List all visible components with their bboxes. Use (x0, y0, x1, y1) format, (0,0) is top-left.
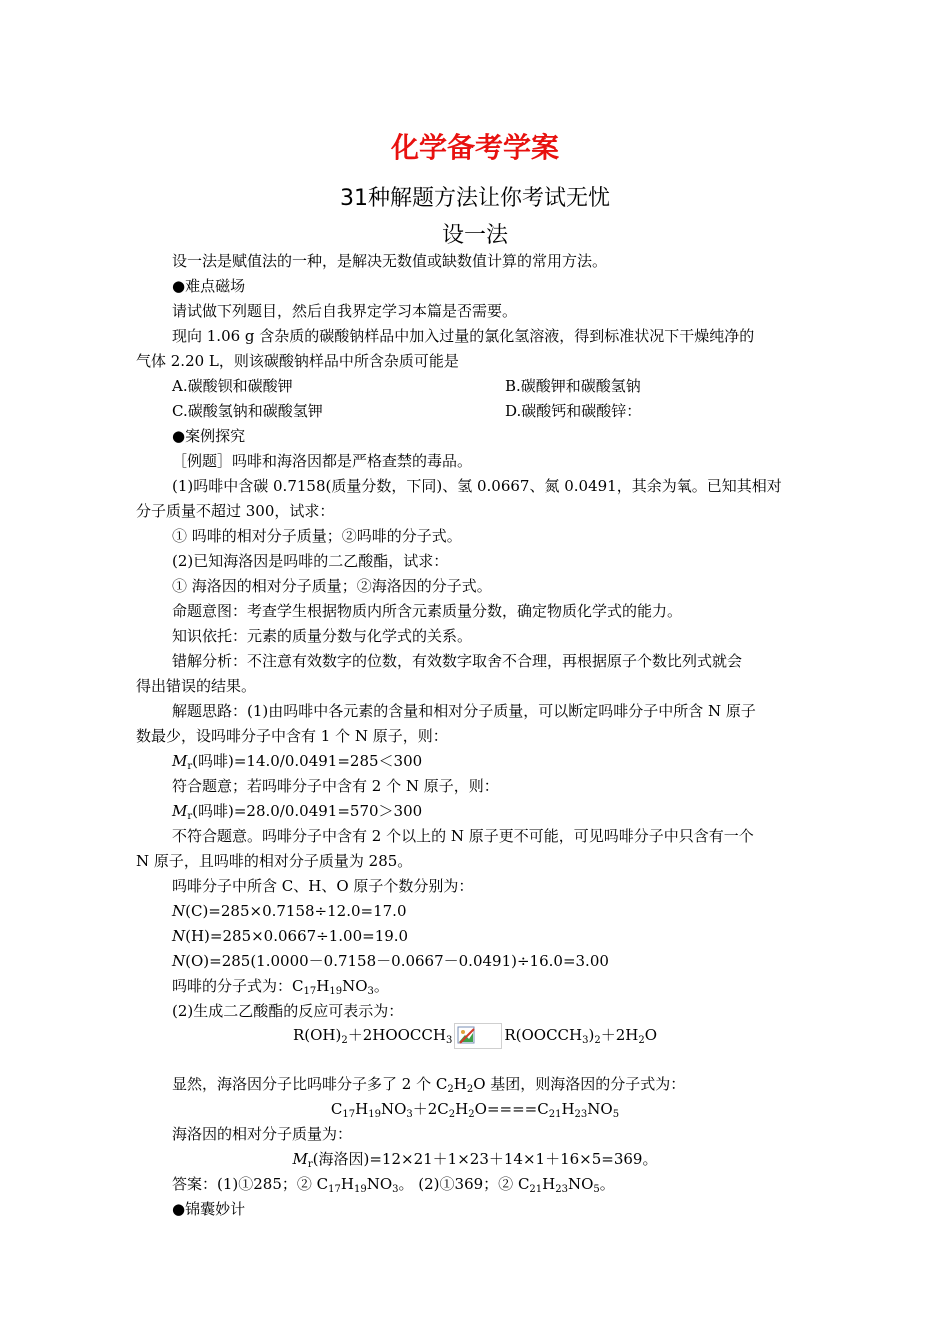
paragraph-line: 分子质量不超过 300，试求： (136, 502, 335, 520)
section-title: 设一法 (441, 223, 508, 248)
paragraph-line: 数最少，设吗啡分子中含有 1 个 N 原子，则： (136, 727, 448, 745)
question-line-2: 气体 2.20 L，则该碳酸钠样品中所含杂质可能是 (136, 352, 459, 370)
document-subtitle: 31种解题方法让你考试无忧 (340, 186, 610, 211)
formula-mr-1: $M_r$(吗啡)=14.0/0.0491=285＜300 (172, 752, 423, 772)
paragraph-line: ① 吗啡的相对分子质量；②吗啡的分子式。 (172, 527, 462, 545)
paragraph-line: (2)生成二乙酸酯的反应可表示为： (172, 1002, 404, 1020)
paragraph-line: (1)吗啡中含碳 0.7158(质量分数，下同)、氢 0.0667、氮 0.0491，其余为氧。已知其相对 (172, 477, 782, 495)
heading-tips: ●锦囊妙计 (172, 1200, 246, 1218)
formula-mr-2: $M_r$(吗啡)=28.0/0.0491=570＞300 (172, 802, 423, 822)
option-d: D.碳酸钙和碳酸锌： (505, 402, 642, 420)
example-intro: ［例题］吗啡和海洛因都是严格查禁的毒品。 (172, 452, 473, 470)
paragraph-line: 吗啡分子中所含 C、H、O 原子个数分别为： (172, 877, 474, 895)
paragraph-line: (2)已知海洛因是吗啡的二乙酸酯，试求： (172, 552, 449, 570)
heading-difficulty: ●难点磁场 (172, 277, 246, 295)
formula-nh: N(H)=285×0.0667÷1.00=19.0 (172, 927, 409, 945)
formula-mr-heroin: $M_r$(海洛因)=12×21＋1×23＋14×1＋16×5=369。 (292, 1150, 658, 1170)
paragraph-line: 知识依托：元素的质量分数与化学式的关系。 (172, 627, 473, 645)
paragraph-line: ① 海洛因的相对分子质量；②海洛因的分子式。 (172, 577, 492, 595)
paragraph-line: 解题思路：(1)由吗啡中各元素的含量和相对分子质量，可以断定吗啡分子中所含 N 原子 (172, 702, 756, 720)
option-a: A.碳酸钡和碳酸钾 (172, 377, 293, 395)
broken-image-icon (454, 1023, 502, 1049)
paragraph-line: 命题意图：考查学生根据物质内所含元素质量分数，确定物质化学式的能力。 (172, 602, 683, 620)
paragraph-line: 海洛因的相对分子质量为： (172, 1125, 353, 1143)
option-c: C.碳酸氢钠和碳酸氢钾 (172, 402, 323, 420)
option-b: B.碳酸钾和碳酸氢钠 (505, 377, 641, 395)
document-title: 化学备考学案 (390, 131, 559, 164)
formula-nc: N(C)=285×0.7158÷12.0=17.0 (172, 902, 407, 920)
question-line-1: 现向 1.06 g 含杂质的碳酸钠样品中加入过量的氯化氢溶液，得到标准状况下干燥纯净的 (172, 327, 755, 345)
morphine-formula-line: 吗啡的分子式为：$C_{17}H_{19}NO_3$。 (172, 977, 389, 997)
heading-case: ●案例探究 (172, 427, 246, 445)
intro-paragraph: 设一法是赋值法的一种，是解决无数值或缺数值计算的常用方法。 (172, 252, 608, 270)
paragraph-line: N 原子，且吗啡的相对分子质量为 285。 (136, 852, 413, 870)
paragraph-line: 符合题意；若吗啡分子中含有 2 个 N 原子，则： (172, 777, 499, 795)
paragraph-line: 请试做下列题目，然后自我界定学习本篇是否需要。 (172, 302, 518, 320)
paragraph-line: 得出错误的结果。 (136, 677, 257, 695)
heroin-formula-equation: $C_{17}H_{19}NO_3+2C_2H_2O====C_{21}H_{23}NO_5$ (330, 1100, 620, 1120)
paragraph-line: 显然，海洛因分子比吗啡分子多了 2 个 $C_2H_2O$ 基团，则海洛因的分子式为： (172, 1075, 686, 1095)
paragraph-line: 错解分析：不注意有效数字的位数，有效数字取舍不合理，再根据原子个数比列式就会 (172, 652, 743, 670)
answer-line: 答案：(1)①285；② $C_{17}H_{19}NO_3$。 (2)①369；② $C_{21}H_{23}NO_5$。 (172, 1175, 615, 1195)
formula-no: N(O)=285(1.0000－0.7158－0.0667－0.0491)÷16.0=3.00 (172, 952, 609, 970)
reaction-equation: $R(OH)_2+2HOOCCH_3$ $R(OOCCH_3)_2+2H_2O$ (0, 1023, 950, 1049)
paragraph-line: 不符合题意。吗啡分子中含有 2 个以上的 N 原子更不可能，可见吗啡分子中只含有一个 (172, 827, 754, 845)
